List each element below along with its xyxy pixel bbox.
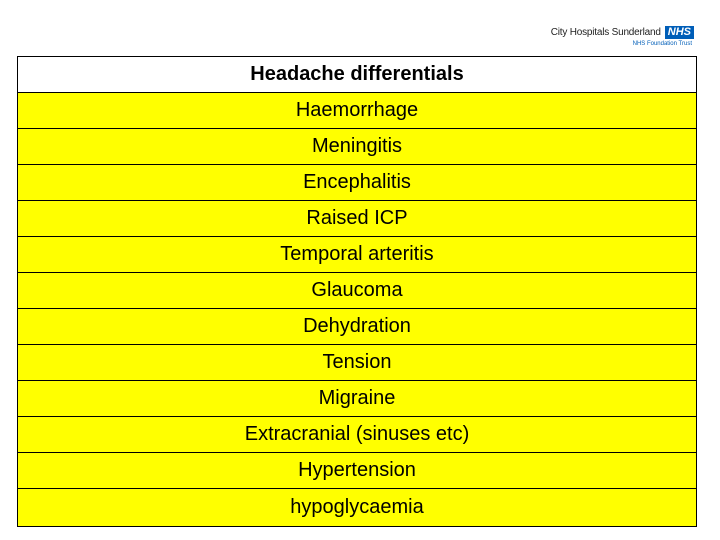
table-row: hypoglycaemia [18, 489, 696, 526]
table-row: Encephalitis [18, 165, 696, 201]
table-row: Extracranial (sinuses etc) [18, 417, 696, 453]
table-row: Dehydration [18, 309, 696, 345]
table-row: Raised ICP [18, 201, 696, 237]
table-row: Haemorrhage [18, 93, 696, 129]
table-row: Migraine [18, 381, 696, 417]
table-row: Glaucoma [18, 273, 696, 309]
nhs-logo-icon: NHS [665, 26, 694, 39]
differentials-table [17, 56, 697, 527]
logo-subtitle: NHS Foundation Trust [632, 41, 692, 47]
table-row: Temporal arteritis [18, 237, 696, 273]
table-row: Tension [18, 345, 696, 381]
table-header: Headache differentials [18, 57, 696, 93]
table-row: Hypertension [18, 453, 696, 489]
logo-top-line [551, 26, 694, 39]
table-row: Meningitis [18, 129, 696, 165]
logo-organization-name: City Hospitals Sunderland [550, 27, 661, 38]
trust-logo [551, 26, 694, 47]
